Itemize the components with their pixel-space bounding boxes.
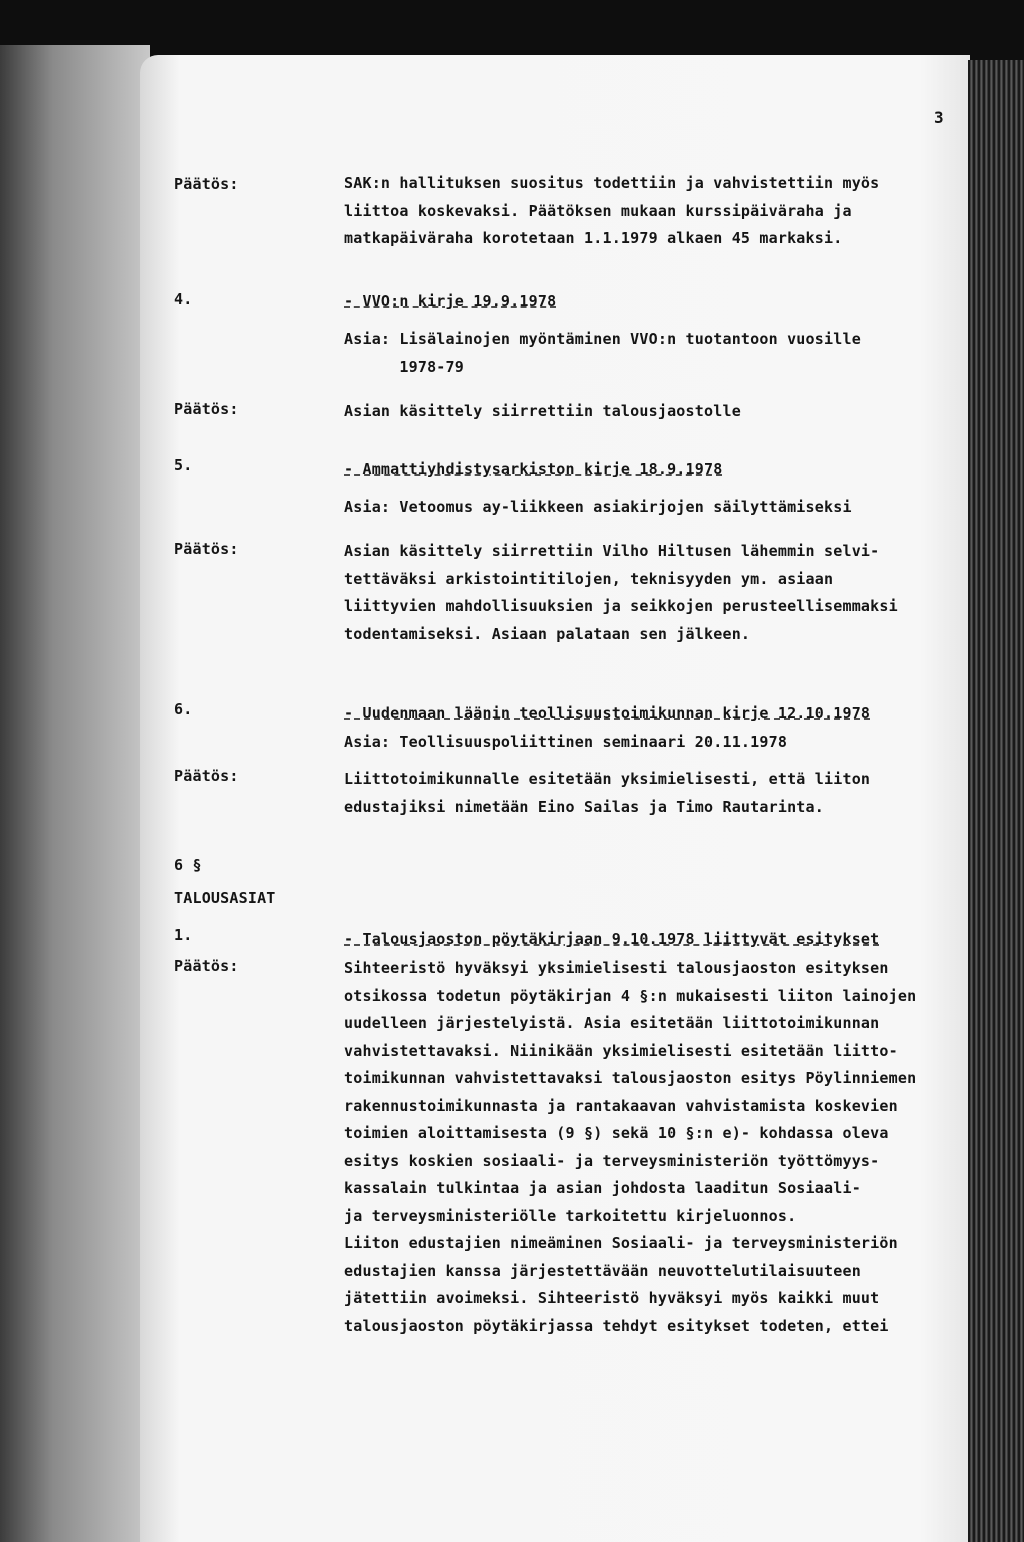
text-line: Asia: Lisälainojen myöntäminen VVO:n tuotantoon vuosille xyxy=(344,330,861,348)
label-item-number: 6. xyxy=(174,700,193,718)
item-decision-arkisto xyxy=(344,538,898,648)
label-section-title: TALOUSASIAT xyxy=(174,889,276,907)
label-item-number: 1. xyxy=(174,926,193,944)
label-paatos: Päätös: xyxy=(174,175,239,193)
item-decision-uusimaa xyxy=(344,766,870,821)
text-line: kassalain tulkintaa ja asian johdosta laaditun Sosiaali- xyxy=(344,1179,861,1197)
text-line: toimikunnan vahvistettavaksi talousjaoston esitys Pöylinniemen xyxy=(344,1069,917,1087)
label-paatos: Päätös: xyxy=(174,540,239,558)
text-line: otsikossa todetun pöytäkirjan 4 §:n mukaisesti liiton lainojen xyxy=(344,986,917,1005)
decision-block-sak xyxy=(344,170,879,253)
text-line: todentamiseksi. Asiaan palataan sen jälkeen. xyxy=(344,624,751,643)
text-line: talousjaoston pöytäkirjassa tehdyt esitykset todeten, ettei xyxy=(344,1316,889,1335)
item-heading-arkisto: - Ammattiyhdistysarkiston kirje 18.9.1978 xyxy=(344,460,723,478)
label-item-number: 4. xyxy=(174,290,193,308)
text-line: edustajien kanssa järjestettävään neuvottelutilaisuuteen xyxy=(344,1261,861,1280)
text-line: liittoa koskevaksi. Päätöksen mukaan kurssipäiväraha ja xyxy=(344,201,852,220)
text-line: rakennustoimikunnasta ja rantakaavan vahvistamista koskevien xyxy=(344,1096,898,1115)
label-paatos: Päätös: xyxy=(174,767,239,785)
page-number: 3 xyxy=(934,108,944,127)
section-heading-talousjaosto: - Talousjaoston pöytäkirjaan 9.10.1978 liittyvät esitykset xyxy=(344,930,880,948)
text-line: 1978-79 xyxy=(344,357,464,376)
item-heading-vvo: - VVO:n kirje 19.9.1978 xyxy=(344,292,557,310)
text-line: Sihteeristö hyväksyi yksimielisesti talousjaoston esityksen xyxy=(344,959,889,977)
text-line: ja terveysministeriölle tarkoitettu kirjeluonnos. xyxy=(344,1206,797,1225)
text-line: Liiton edustajien nimeäminen Sosiaali- ja terveysministeriön xyxy=(344,1234,898,1252)
item-heading-uusimaa: - Uudenmaan läänin teollisuustoimikunnan kirje 12.10.1978 xyxy=(344,704,871,722)
left-page-edge xyxy=(0,45,150,1542)
text-line: edustajiksi nimetään Eino Sailas ja Timo Rautarinta. xyxy=(344,797,824,816)
text-line: liittyvien mahdollisuuksien ja seikkojen perusteellisemmaksi xyxy=(344,597,898,615)
item-asia-uusimaa: Asia: Teollisuuspoliittinen seminaari 20.11.1978 xyxy=(344,733,788,751)
text-line: esitys koskien sosiaali- ja terveysministeriön työttömyys- xyxy=(344,1151,880,1170)
text-line: SAK:n hallituksen suositus todettiin ja vahvistettiin myös xyxy=(344,174,880,192)
label-item-number: 5. xyxy=(174,456,193,474)
text-line: jätettiin avoimeksi. Sihteeristö hyväksyi myös kaikki muut xyxy=(344,1289,880,1307)
text-line: Asian käsittely siirrettiin Vilho Hiltusen lähemmin selvi- xyxy=(344,542,880,560)
text-line: Liittotoimikunnalle esitetään yksimielisesti, että liiton xyxy=(344,770,871,788)
text-line: matkapäiväraha korotetaan 1.1.1979 alkaen 45 markaksi. xyxy=(344,229,843,247)
page-stack-edges xyxy=(968,60,1024,1542)
text-line: vahvistettavaksi. Niinikään yksimielisesti esitetään liitto- xyxy=(344,1041,898,1060)
label-paatos: Päätös: xyxy=(174,957,239,975)
label-section-number: 6 § xyxy=(174,856,202,874)
label-paatos: Päätös: xyxy=(174,400,239,418)
item-asia-vvo xyxy=(344,326,861,381)
text-line: uudelleen järjestelyistä. Asia esitetään liittotoimikunnan xyxy=(344,1014,880,1032)
item-decision-vvo: Asian käsittely siirrettiin talousjaostolle xyxy=(344,402,741,420)
item-asia-arkisto: Asia: Vetoomus ay-liikkeen asiakirjojen säilyttämiseksi xyxy=(344,498,852,516)
section-body-talousjaosto xyxy=(344,955,916,1340)
text-line: toimien aloittamisesta (9 §) sekä 10 §:n e)- kohdassa oleva xyxy=(344,1124,889,1142)
text-line: tettäväksi arkistointitilojen, teknisyyden ym. asiaan xyxy=(344,569,834,588)
